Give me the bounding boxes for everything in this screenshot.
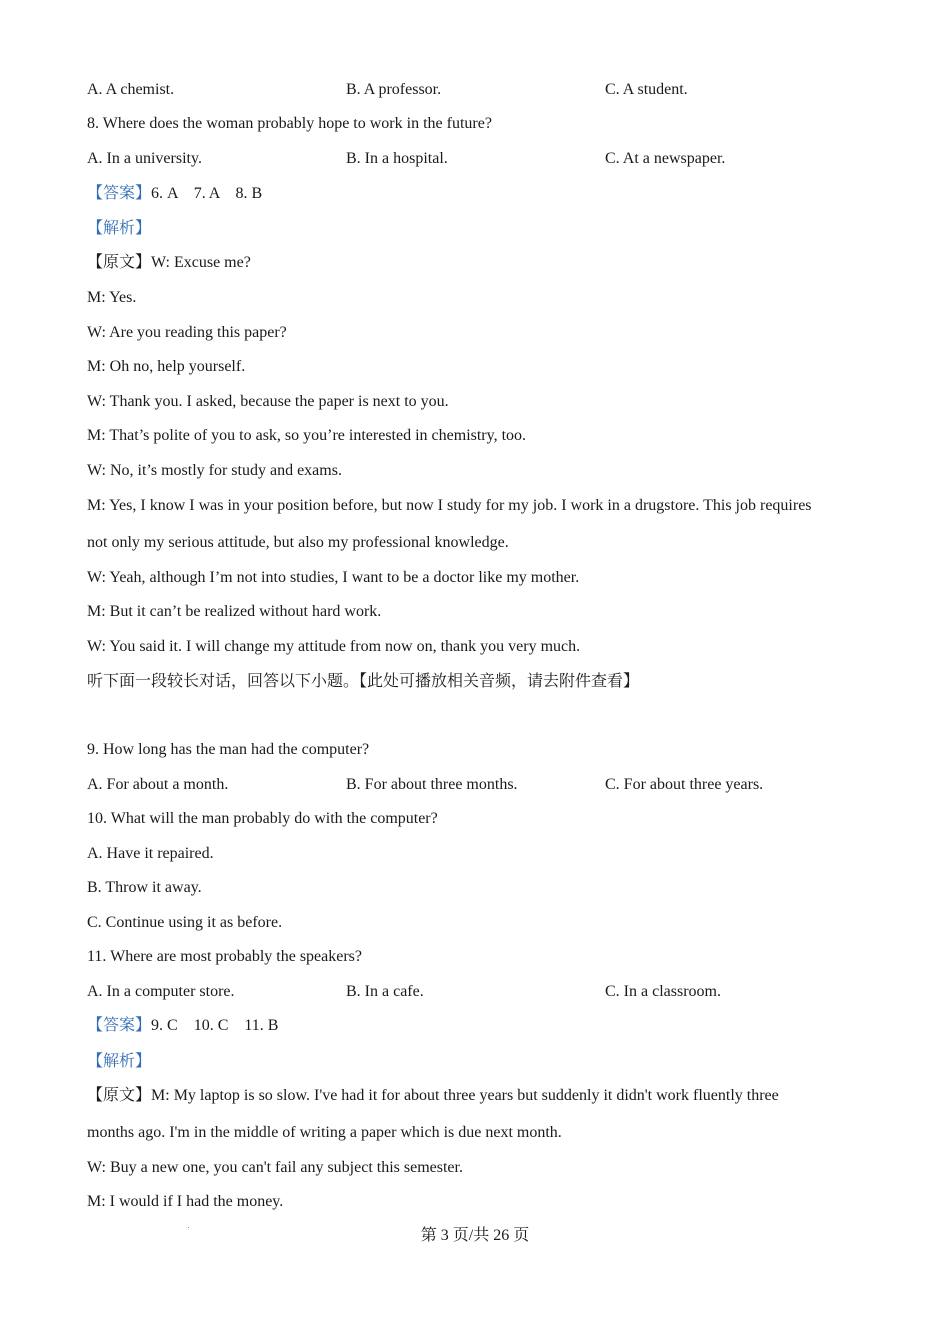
q9-option-a: A. For about a month. (87, 776, 229, 793)
transcript-line (87, 1086, 779, 1106)
transcript-line: M: Yes. (87, 289, 137, 306)
transcript-line: not only my serious attitude, but also my professional knowledge. (87, 534, 509, 551)
q11-option-c: C. In a classroom. (605, 983, 721, 1000)
transcript-line: W: No, it’s mostly for study and exams. (87, 462, 342, 479)
answer-line-2 (87, 1016, 278, 1036)
transcript-line: W: Are you reading this paper? (87, 324, 287, 341)
page-footer: 第 3 页/共 26 页 (420, 1227, 530, 1244)
q11-question: 11. Where are most probably the speakers? (87, 948, 363, 965)
q10-option-a: A. Have it repaired. (87, 845, 214, 862)
transcript-line: W: Yeah, although I’m not into studies, I want to be a doctor like my mother. (87, 569, 580, 586)
transcript-line: W: Thank you. I asked, because the paper is next to you. (87, 393, 449, 410)
transcript-line: M: I would if I had the money. (87, 1193, 284, 1210)
transcript-line: M: Yes, I know I was in your position before, but now I study for my job. I work in a drugstore. This job requires (87, 497, 812, 514)
q9-option-c: C. For about three years. (605, 776, 764, 793)
transcript-tag: 【原文】 (87, 1087, 152, 1104)
q8-option-c: C. At a newspaper. (605, 150, 726, 167)
answer-text: 9. C 10. C 11. B (151, 1017, 279, 1034)
transcript-line: M: That’s polite of you to ask, so you’re interested in chemistry, too. (87, 427, 527, 444)
transcript-line: W: You said it. I will change my attitude from now on, thank you very much. (87, 638, 581, 655)
q9-option-b: B. For about three months. (346, 776, 518, 793)
analysis-tag: 【解析】 (87, 1053, 152, 1070)
q8-option-b: B. In a hospital. (346, 150, 448, 167)
q11-option-a: A. In a computer store. (87, 983, 235, 1000)
q10-option-b: B. Throw it away. (87, 879, 202, 896)
transcript-line: W: Buy a new one, you can't fail any subject this semester. (87, 1159, 463, 1176)
transcript-line: M: But it can’t be realized without hard work. (87, 603, 382, 620)
q7-option-a: A. A chemist. (87, 81, 175, 98)
transcript-line (87, 253, 251, 273)
answer-text: 6. A 7. A 8. B (151, 185, 263, 202)
q10-option-c: C. Continue using it as before. (87, 914, 283, 931)
q9-question: 9. How long has the man had the computer? (87, 741, 370, 758)
answer-line-1 (87, 184, 262, 204)
transcript-line: months ago. I'm in the middle of writing a paper which is due next month. (87, 1124, 562, 1141)
transcript-tag: 【原文】 (87, 254, 152, 271)
transcript-text: W: Excuse me? (151, 254, 251, 271)
transcript-line: M: Oh no, help yourself. (87, 358, 246, 375)
answer-tag: 【答案】 (87, 1017, 152, 1034)
q11-option-b: B. In a cafe. (346, 983, 424, 1000)
q7-option-c: C. A student. (605, 81, 688, 98)
analysis-tag: 【解析】 (87, 220, 152, 237)
q7-option-b: B. A professor. (346, 81, 442, 98)
q8-question: 8. Where does the woman probably hope to work in the future? (87, 115, 492, 132)
q10-question: 10. What will the man probably do with the computer? (87, 810, 438, 827)
transcript-text: M: My laptop is so slow. I've had it for about three years but suddenly it didn't work fluently three (151, 1087, 779, 1104)
section-intro: 听下面一段较长对话，回答以下小题。【此处可播放相关音频，请去附件查看】 (87, 673, 640, 690)
answer-tag: 【答案】 (87, 185, 152, 202)
q8-option-a: A. In a university. (87, 150, 202, 167)
